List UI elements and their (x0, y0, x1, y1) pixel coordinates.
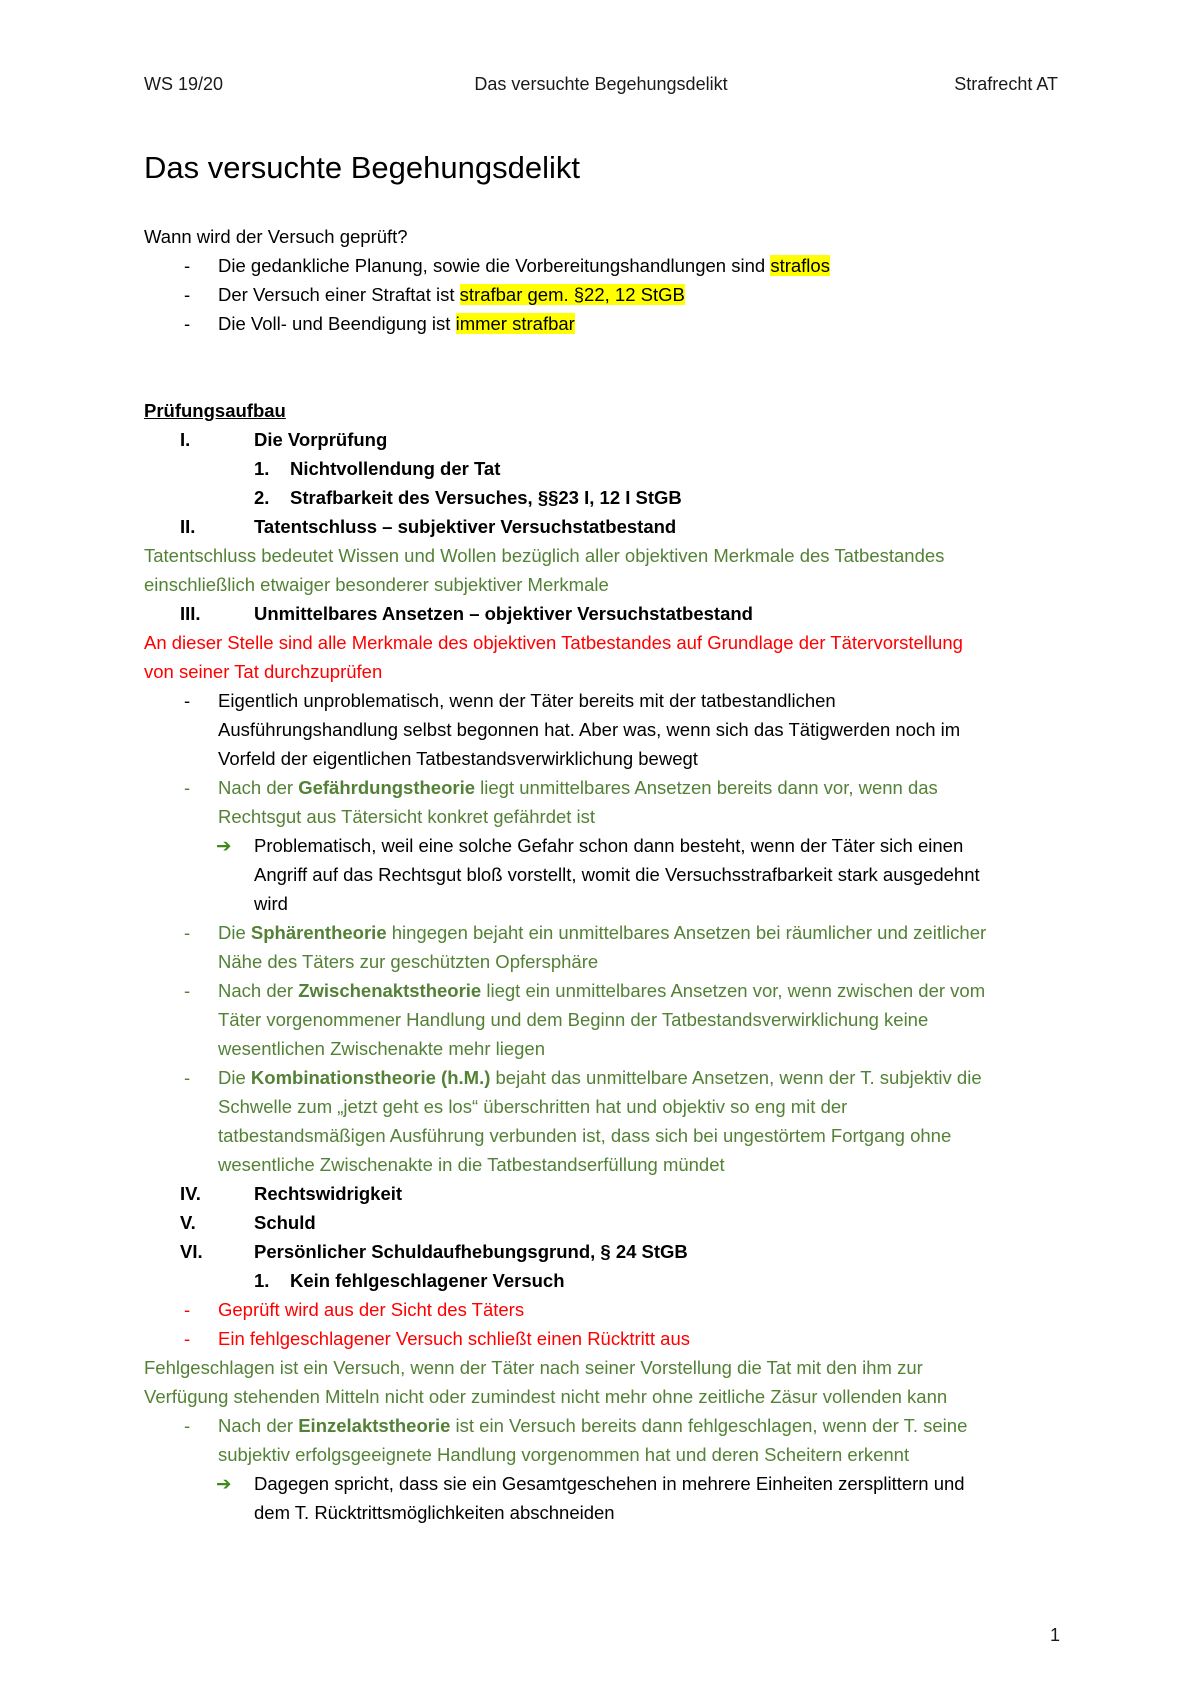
outline-label: Strafbarkeit des Versuches, §§23 I, 12 I StGB (290, 487, 682, 508)
header-semester: WS 19/20 (144, 74, 224, 94)
bullet-text: hingegen bejaht ein unmittelbares Ansetzen bei räumlicher und zeitlicher (386, 922, 987, 943)
roman-numeral: II. (180, 516, 196, 537)
bullet-text: ist ein Versuch bereits dann fehlgeschlagen, wenn der T. seine (450, 1415, 968, 1436)
theory-name: Gefährdungstheorie (298, 777, 476, 798)
dash-bullet: - (184, 922, 191, 943)
dash-bullet: - (184, 980, 191, 1001)
definition-text: einschließlich etwaiger besonderer subjektiver Merkmale (144, 574, 609, 595)
definition-text: Fehlgeschlagen ist ein Versuch, wenn der Täter nach seiner Vorstellung die Tat mit den ihm zur (144, 1357, 923, 1378)
bullet-item (144, 1411, 1064, 1440)
arrow-text: Dagegen spricht, dass sie ein Gesamtgeschehen in mehrere Einheiten zersplittern und (254, 1473, 965, 1494)
outline-item-iv (144, 1179, 1064, 1208)
arabic-numeral: 2. (254, 487, 270, 508)
highlighted-term: strafbar gem. §22, 12 StGB (459, 284, 685, 305)
definition-text: Verfügung stehenden Mitteln nicht oder zumindest nicht mehr ohne zeitliche Zäsur vollenden kann (144, 1386, 948, 1407)
dash-bullet: - (184, 255, 191, 276)
bullet-text: Eigentlich unproblematisch, wenn der Täter bereits mit der tatbestandlichen (218, 690, 836, 711)
arrow-text: Angriff auf das Rechtsgut bloß vorstellt, womit die Versuchsstrafbarkeit stark ausgedehnt (254, 864, 980, 885)
intro-item-text: Die gedankliche Planung, sowie die Vorbereitungshandlungen sind (218, 255, 771, 276)
bullet-text: Nach der (218, 1415, 299, 1436)
theory-name: Sphärentheorie (250, 922, 387, 943)
bullet-text: Ein fehlgeschlagener Versuch schließt einen Rücktritt aus (218, 1328, 691, 1349)
theory-name: Zwischenaktstheorie (298, 980, 482, 1001)
intro-question: Wann wird der Versuch geprüft? (144, 226, 408, 247)
outline-item-i (144, 425, 1064, 454)
arabic-numeral: 1. (254, 458, 270, 479)
theory-name: Kombinationstheorie (h.M.) (250, 1067, 491, 1088)
outline-item-i-2 (144, 483, 1064, 512)
page-header (144, 74, 1058, 98)
roman-numeral: VI. (180, 1241, 203, 1262)
bullet-item (144, 1324, 1064, 1353)
outline-label: Unmittelbares Ansetzen – objektiver Versuchstatbestand (254, 603, 753, 624)
arrow-item (144, 1469, 1064, 1498)
highlighted-term: straflos (770, 255, 830, 276)
outline-item-v (144, 1208, 1064, 1237)
outline-label: Nichtvollendung der Tat (290, 458, 501, 479)
outline-label: Rechtswidrigkeit (254, 1183, 403, 1204)
bullet-text: Täter vorgenommener Handlung und dem Beginn der Tatbestandsverwirklichung keine (218, 1009, 929, 1030)
note-text: An dieser Stelle sind alle Merkmale des objektiven Tatbestandes auf Grundlage der Tätervorstellung (144, 632, 963, 653)
bullet-text: Ausführungshandlung selbst begonnen hat. Aber was, wenn sich das Tätigwerden noch im (218, 719, 961, 740)
roman-numeral: IV. (180, 1183, 201, 1204)
highlighted-term: immer strafbar (455, 313, 575, 334)
header-subject: Strafrecht AT (954, 74, 1058, 94)
document-body (144, 222, 1064, 1527)
bullet-item (144, 1295, 1064, 1324)
intro-item (144, 280, 1064, 309)
outline-label: Schuld (254, 1212, 316, 1233)
outline-item-vi (144, 1237, 1064, 1266)
roman-numeral: V. (180, 1212, 196, 1233)
bullet-text: Geprüft wird aus der Sicht des Täters (218, 1299, 525, 1320)
intro-item-text: Die Voll- und Beendigung ist (218, 313, 456, 334)
bullet-text: Nach der (218, 777, 299, 798)
arrow-text: wird (254, 893, 288, 914)
roman-numeral: I. (180, 429, 191, 450)
dash-bullet: - (184, 777, 191, 798)
bullet-text: Die (218, 1067, 251, 1088)
bullet-text: liegt unmittelbares Ansetzen bereits dann vor, wenn das (475, 777, 938, 798)
page-number: 1 (1050, 1625, 1061, 1645)
bullet-text: Nach der (218, 980, 299, 1001)
intro-item (144, 309, 1064, 338)
theory-name: Einzelaktstheorie (298, 1415, 451, 1436)
arrow-text: dem T. Rücktrittsmöglichkeiten abschneiden (254, 1502, 615, 1523)
dash-bullet: - (184, 284, 191, 305)
bullet-text: bejaht das unmittelbare Ansetzen, wenn der T. subjektiv die (490, 1067, 982, 1088)
outline-label: Kein fehlgeschlagener Versuch (290, 1270, 565, 1291)
arrow-right-icon: ➔ (216, 1473, 232, 1494)
bullet-item (144, 773, 1064, 802)
header-topic: Das versuchte Begehungsdelikt (474, 74, 728, 94)
page-title: Das versuchte Begehungsdelikt (144, 150, 580, 185)
bullet-text: Die (218, 922, 251, 943)
bullet-text: tatbestandsmäßigen Ausführung verbunden ist, dass sich bei ungestörtem Fortgang ohne (218, 1125, 952, 1146)
bullet-text: Nähe des Täters zur geschützten Opfersphäre (218, 951, 599, 972)
intro-item (144, 251, 1064, 280)
arrow-item (144, 831, 1064, 860)
bullet-text: Vorfeld der eigentlichen Tatbestandsverwirklichung bewegt (218, 748, 698, 769)
outline-label: Die Vorprüfung (254, 429, 388, 450)
spacer (144, 338, 1064, 396)
arabic-numeral: 1. (254, 1270, 270, 1291)
bullet-item (144, 686, 1064, 715)
bullet-text: liegt ein unmittelbares Ansetzen vor, wenn zwischen der vom (481, 980, 986, 1001)
outline-label: Tatentschluss – subjektiver Versuchstatbestand (254, 516, 677, 537)
outline-label: Persönlicher Schuldaufhebungsgrund, § 24 StGB (254, 1241, 688, 1262)
dash-bullet: - (184, 1067, 191, 1088)
dash-bullet: - (184, 1299, 191, 1320)
dash-bullet: - (184, 690, 191, 711)
bullet-text: wesentliche Zwischenakte in die Tatbestandserfüllung mündet (218, 1154, 725, 1175)
section-heading: Prüfungsaufbau (144, 400, 286, 421)
dash-bullet: - (184, 1328, 191, 1349)
dash-bullet: - (184, 313, 191, 334)
note-text: von seiner Tat durchzuprüfen (144, 661, 383, 682)
bullet-text: subjektiv erfolgsgeeignete Handlung vorgenommen hat und deren Scheitern erkennt (218, 1444, 910, 1465)
arrow-right-icon: ➔ (216, 835, 232, 856)
bullet-text: Schwelle zum „jetzt geht es los“ überschritten hat und objektiv so eng mit der (218, 1096, 848, 1117)
roman-numeral: III. (180, 603, 201, 624)
bullet-text: wesentlichen Zwischenakte mehr liegen (218, 1038, 546, 1059)
intro-item-text: Der Versuch einer Straftat ist (218, 284, 460, 305)
outline-item-vi-1 (144, 1266, 1064, 1295)
arrow-text: Problematisch, weil eine solche Gefahr schon dann besteht, wenn der Täter sich einen (254, 835, 964, 856)
bullet-text: Rechtsgut aus Tätersicht konkret gefährdet ist (218, 806, 596, 827)
outline-item-i-1 (144, 454, 1064, 483)
bullet-item (144, 1063, 1064, 1092)
definition-text: Tatentschluss bedeutet Wissen und Wollen bezüglich aller objektiven Merkmale des Tatbestandes (144, 545, 945, 566)
bullet-item (144, 918, 1064, 947)
outline-item-ii (144, 512, 1064, 541)
bullet-item (144, 976, 1064, 1005)
dash-bullet: - (184, 1415, 191, 1436)
outline-item-iii (144, 599, 1064, 628)
